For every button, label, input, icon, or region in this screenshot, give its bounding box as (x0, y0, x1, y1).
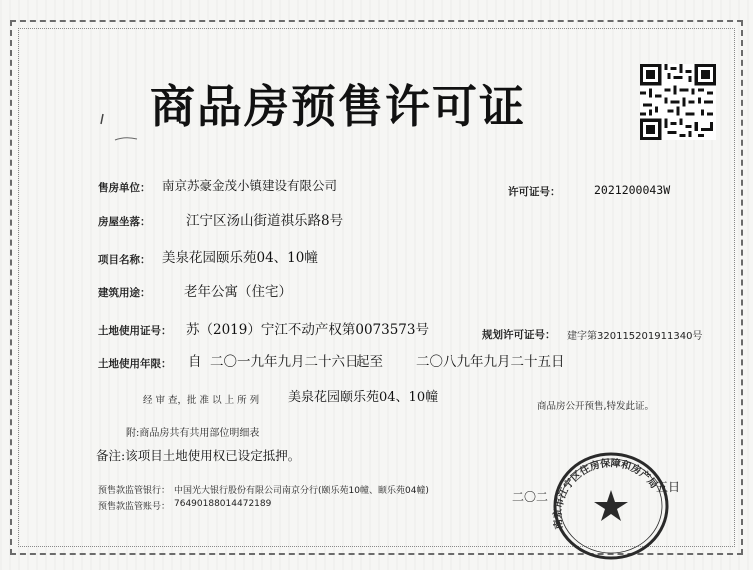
account-value: 76490188014472189 (174, 499, 272, 509)
usage-value: 老年公寓（住宅） (184, 284, 292, 300)
land-term-from-prefix: 自 (188, 354, 202, 370)
license-no-value: 2021200043W (594, 183, 671, 197)
plan-cert-label: 规划许可证号： (482, 329, 556, 341)
project-value: 美泉花园颐乐苑04、10幢 (162, 250, 318, 266)
license-no-label: 许可证号： (508, 186, 561, 198)
remark: 备注:该项目土地使用权已设定抵押。 (96, 448, 301, 463)
seller-label: 售房单位： (98, 182, 151, 194)
seller-value: 南京苏豪金茂小镇建设有限公司 (162, 178, 338, 193)
approval-suffix: 商品房公开预售,特发此证。 (537, 401, 655, 412)
usage-label: 建筑用途： (98, 287, 151, 299)
bank-label: 预售款监管银行： (98, 486, 171, 496)
account-label: 预售款监管账号： (98, 502, 171, 512)
land-cert-label: 土地使用证号： (98, 325, 172, 337)
bank-value: 中国光大银行股份有限公司南京分行(颐乐苑10幢、颐乐苑04幢) (174, 486, 429, 496)
location-value: 江宁区汤山街道祺乐路8号 (186, 213, 344, 229)
location-label: 房屋坐落： (98, 216, 151, 228)
svg-text:南京市江宁区住房保障和房产局: 南京市江宁区住房保障和房产局 (552, 458, 660, 530)
approval-project: 美泉花园颐乐苑04、10幢 (288, 390, 439, 405)
attachment-note: 附:商品房共有共用部位明细表 (126, 428, 260, 439)
issue-date-left: 二〇二 (512, 490, 549, 504)
land-term-from: 二〇一九年九月二十六日 (210, 354, 359, 370)
approval-prefix: 经 审 查，批 准 以 上 所 列 (143, 395, 260, 406)
land-term-to: 二〇八九年九月二十五日 (416, 354, 565, 370)
page-title: 商品房预售许可证 (150, 80, 527, 133)
qr-code-icon (640, 64, 716, 140)
issue-date-right: 五日 (656, 480, 681, 494)
pen-mark (95, 110, 155, 150)
project-label: 项目名称： (98, 254, 151, 266)
official-seal-icon (545, 440, 677, 560)
land-term-to-prefix: 起至 (356, 354, 383, 370)
land-term-label: 土地使用年限： (98, 358, 172, 370)
land-cert-value: 苏（2019）宁江不动产权第0073573号 (186, 322, 429, 338)
plan-cert-value: 建字第320115201911340号 (567, 331, 703, 342)
